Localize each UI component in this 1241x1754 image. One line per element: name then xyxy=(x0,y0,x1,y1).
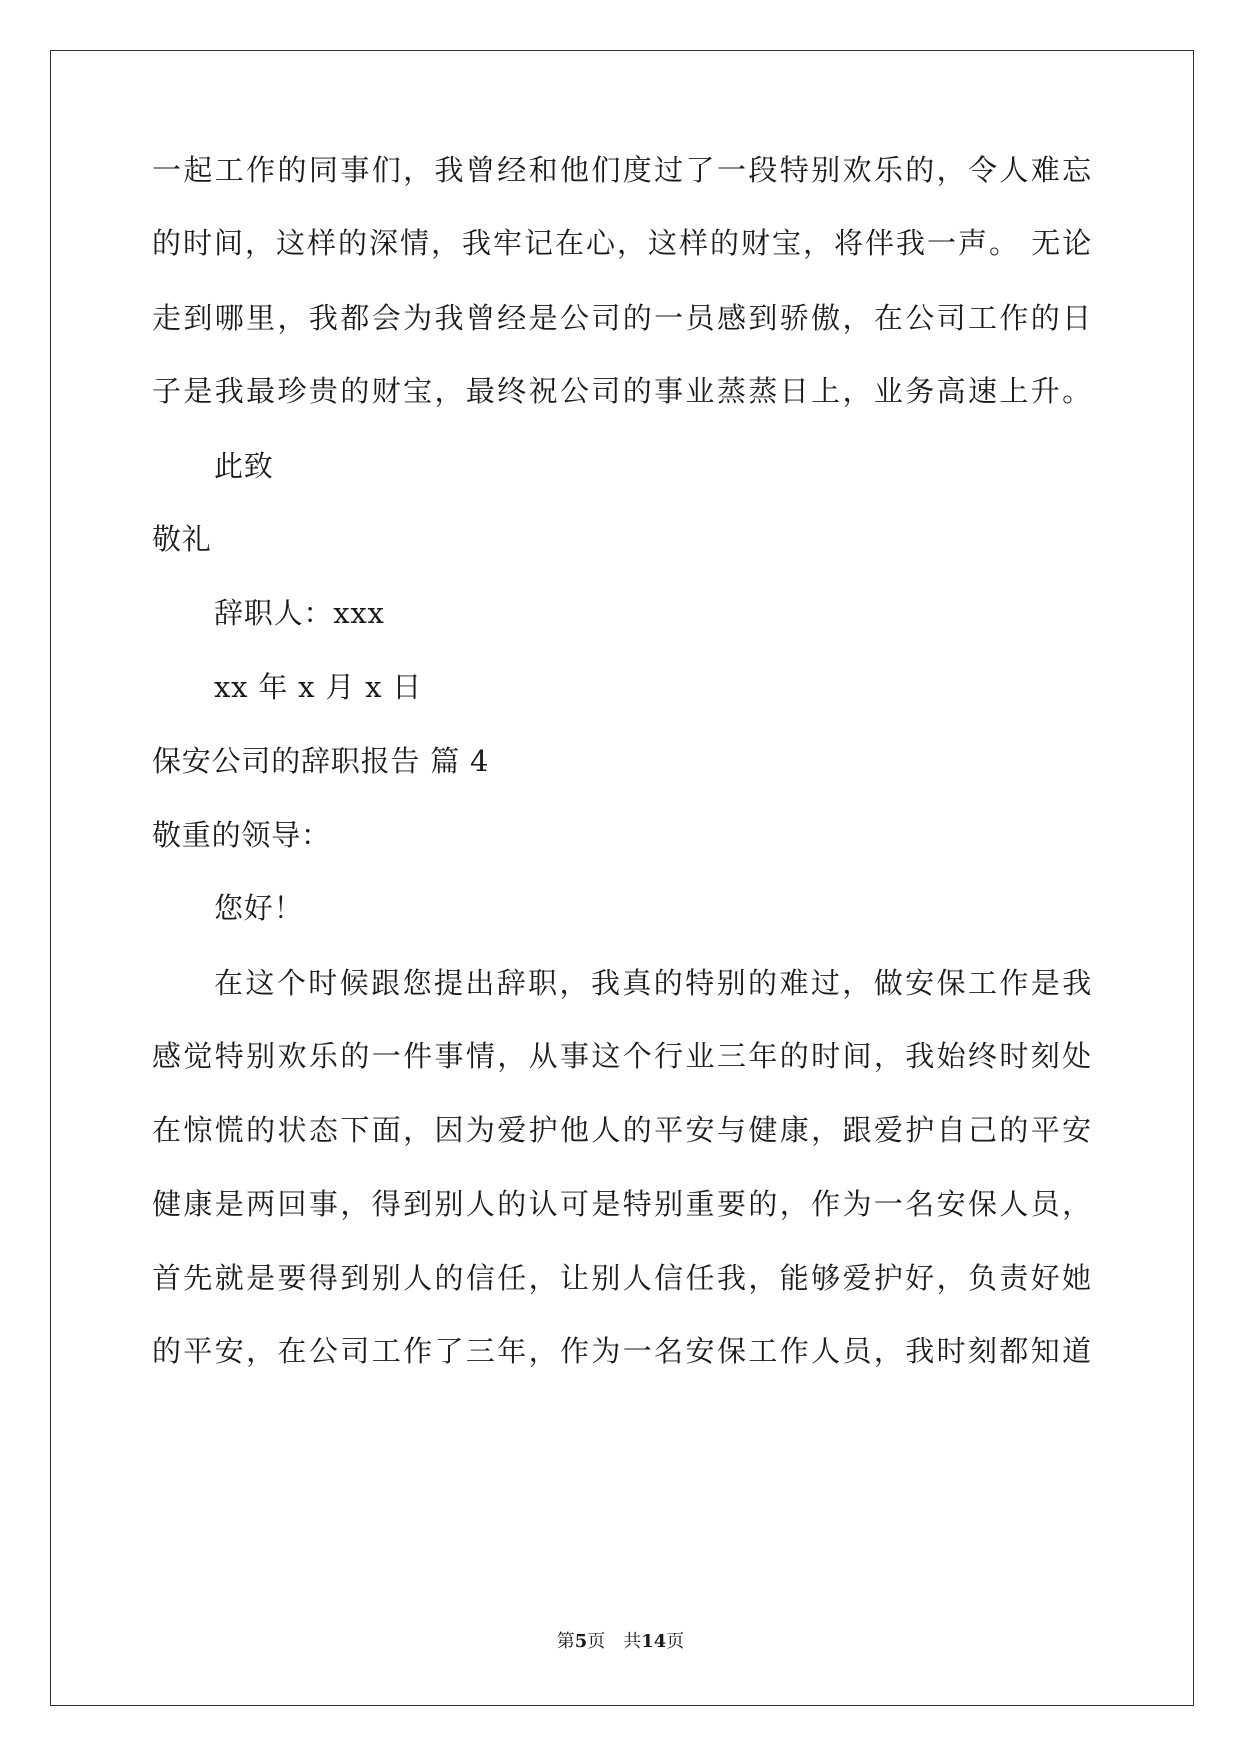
text-line: 首先就是要得到别人的信任，让别人信任我，能够爱护好，负责好她 xyxy=(152,1261,1092,1295)
signature-line: 辞职人：xxx xyxy=(214,596,385,630)
text-line: 一起工作的同事们，我曾经和他们度过了一段特别欢乐的，令人难忘 xyxy=(152,153,1092,187)
greeting: 敬重的领导： xyxy=(152,818,331,852)
text-line: 走到哪里，我都会为我曾经是公司的一员感到骄傲，在公司工作的日 xyxy=(152,301,1092,335)
footer-suffix: 页 xyxy=(666,1631,685,1652)
footer-prefix: 第 xyxy=(556,1631,575,1652)
section-heading: 保安公司的辞职报告 篇 4 xyxy=(152,744,490,778)
current-page-number: 5 xyxy=(574,1631,588,1652)
text-line: 的时间，这样的深情，我牢记在心，这样的财宝，将伴我一声。 无论 xyxy=(152,226,1092,260)
text-line: 的平安，在公司工作了三年，作为一名安保工作人员，我时刻都知道 xyxy=(152,1334,1092,1368)
text-line: 在惊慌的状态下面，因为爱护他人的平安与健康，跟爱护自己的平安 xyxy=(152,1113,1092,1147)
closing-salutation: 此致 xyxy=(214,449,274,483)
page-footer xyxy=(0,1630,1241,1654)
total-page-count: 14 xyxy=(641,1631,667,1652)
date-line: xx 年 x 月 x 日 xyxy=(214,670,423,704)
text-line: 子是我最珍贵的财宝，最终祝公司的事业蒸蒸日上，业务高速上升。 xyxy=(152,374,1092,408)
text-line: 感觉特别欢乐的一件事情，从事这个行业三年的时间，我始终时刻处 xyxy=(152,1039,1092,1073)
salutation: 您好！ xyxy=(214,891,304,925)
text-line: 在这个时候跟您提出辞职，我真的特别的难过，做安保工作是我 xyxy=(214,966,1092,1000)
footer-mid: 页 共 xyxy=(587,1631,642,1652)
text-line: 健康是两回事，得到别人的认可是特别重要的，作为一名安保人员， xyxy=(152,1187,1092,1221)
closing-regards: 敬礼 xyxy=(152,522,212,556)
